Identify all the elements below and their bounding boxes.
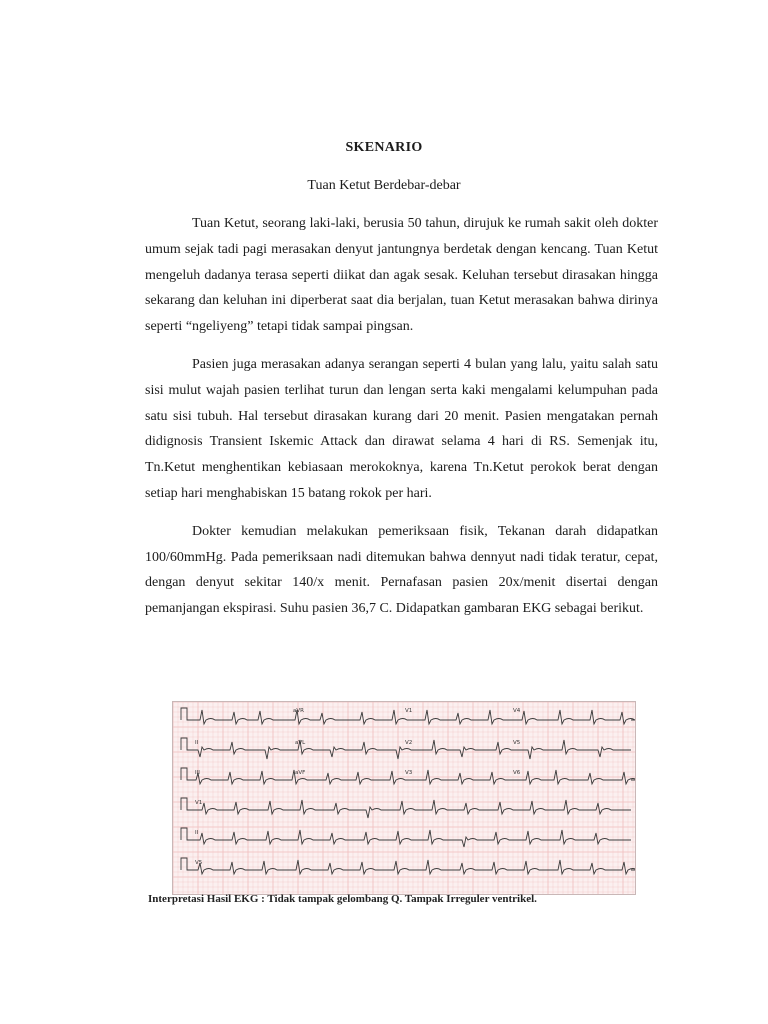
ekg-lead-label: V4 — [513, 708, 521, 714]
scenario-subtitle: Tuan Ketut Berdebar-debar — [307, 178, 461, 193]
ekg-grid — [173, 702, 635, 894]
ekg-image — [172, 701, 636, 895]
ekg-lead-label: II — [195, 830, 199, 836]
ekg-lead-label: V6 — [513, 770, 521, 776]
ekg-lead-label: V1 — [405, 708, 413, 714]
scenario-body — [145, 211, 658, 634]
ekg-lead-label: II — [195, 740, 199, 746]
paragraph-1: Tuan Ketut, seorang laki-laki, berusia 50 tahun, dirujuk ke rumah sakit oleh dokter umum sejak tadi pagi merasakan denyut jantungnya berdetak dengan kencang. Tuan Ketut mengeluh dadanya terasa seperti diikat dan agak sesak. Keluhan tersebut dirasakan hingga sekarang dan keluhan ini diperberat saat dia berjalan, tuan Ketut merasakan bahwa dirinya seperti “ngeliyeng” tetapi tidak sampai pingsan. — [145, 216, 658, 335]
ekg-lead-label: aVF — [295, 770, 306, 776]
ekg-strip — [173, 702, 635, 894]
ekg-lead-label: V5 — [195, 860, 203, 866]
ekg-lead-label: V2 — [405, 740, 413, 746]
ekg-lead-label: V3 — [405, 770, 413, 776]
ekg-lead-label: III — [195, 770, 200, 776]
ekg-caption: Interpretasi Hasil EKG : Tidak tampak gelombang Q. Tampak Irreguler ventrikel. — [148, 893, 537, 905]
ekg-lead-label: V5 — [513, 740, 521, 746]
ekg-lead-label: aVR — [293, 708, 304, 714]
ekg-trace-row — [181, 798, 631, 818]
ekg-lead-label: aVL — [295, 740, 306, 746]
ekg-trace-row — [181, 828, 631, 847]
ekg-lead-label: V1 — [195, 800, 203, 806]
paragraph-2: Pasien juga merasakan adanya serangan seperti 4 bulan yang lalu, yaitu salah satu sisi mulut wajah pasien terlihat turun dan lengan serta kaki mengalami kelumpuhan pada satu sisi tubuh. Hal tersebut dirasakan kurang dari 20 menit. Pasien mengatakan pernah didignosis Transient Iskemic Attack dan dirawat selama 4 hari di RS. Semenjak itu, Tn.Ketut menghentikan kebiasaan merokoknya, karena Tn.Ketut perokok berat dengan setiap hari menghabiskan 15 batang rokok per hari. — [145, 356, 658, 501]
page-title: SKENARIO — [345, 140, 423, 155]
paragraph-3: Dokter kemudian melakukan pemeriksaan fisik, Tekanan darah didapatkan 100/60mmHg. Pada pemeriksaan nadi ditemukan bahwa dennyut nadi tidak teratur, cepat, dengan denyut sekitar 140/x menit. Pernafasan pasien 20x/menit disertai dengan pemanjangan ekspirasi. Suhu pasien 36,7 C. Didapatkan gambaran EKG sebagai berikut. — [145, 523, 658, 617]
